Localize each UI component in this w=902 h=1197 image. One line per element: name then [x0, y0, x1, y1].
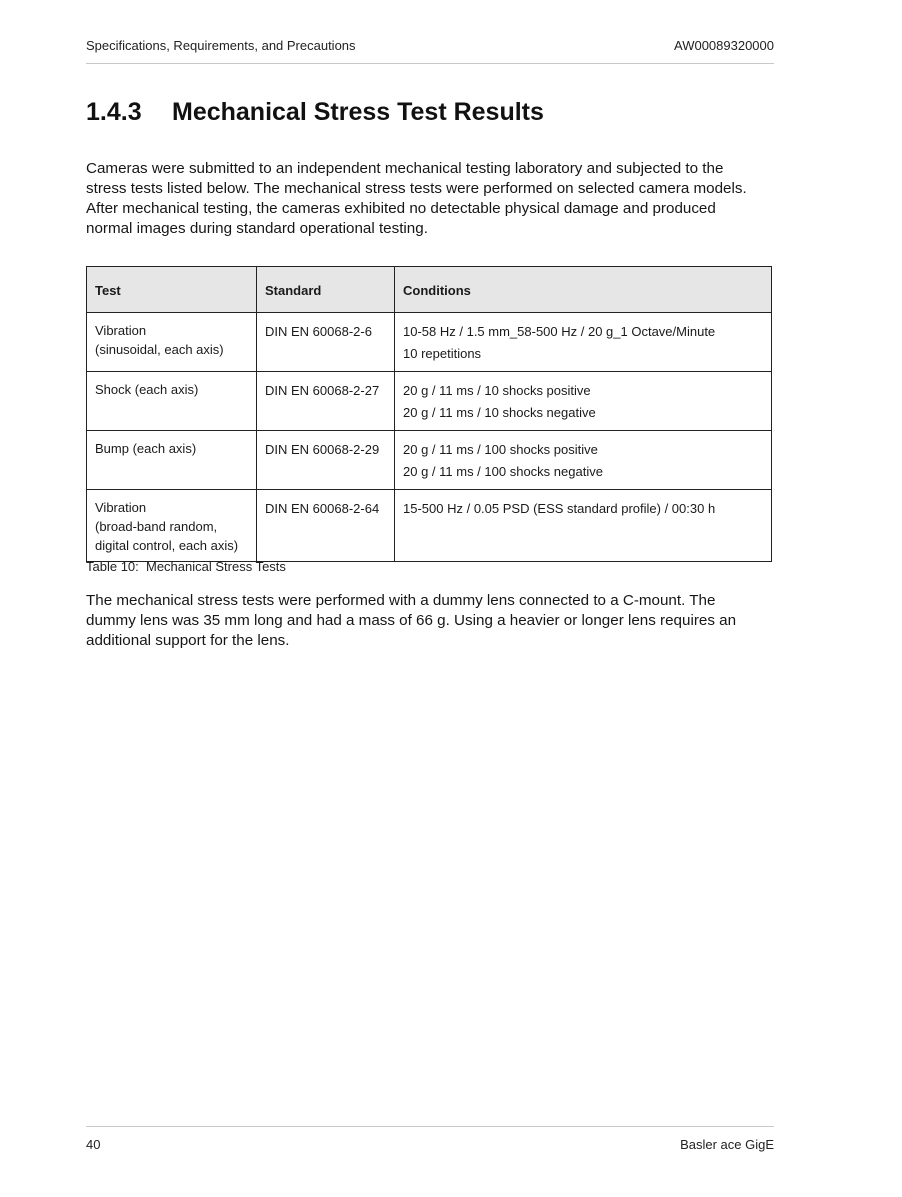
- header-divider: [86, 63, 774, 64]
- note-line: dummy lens was 35 mm long and had a mass of 66 g. Using a heavier or longer lens requires an: [86, 612, 737, 629]
- cell-conditions: [395, 313, 772, 372]
- intro-line: Cameras were submitted to an independent mechanical testing laboratory and subjected to the: [86, 160, 724, 177]
- cell-standard: DIN EN 60068-2-64: [257, 490, 395, 562]
- table-row: [87, 490, 772, 562]
- mechanical-stress-table: [86, 266, 772, 562]
- cell-standard: DIN EN 60068-2-29: [257, 431, 395, 490]
- page-header: [86, 38, 774, 58]
- table-caption: Table 10: Mechanical Stress Tests: [86, 559, 286, 574]
- cell-text: 20 g / 11 ms / 100 shocks negative: [403, 464, 603, 479]
- column-header-standard: Standard: [257, 267, 395, 313]
- cell-test: [87, 431, 257, 490]
- cell-test: [87, 313, 257, 372]
- page-number: 40: [86, 1137, 101, 1152]
- cell-test: [87, 372, 257, 431]
- table-row: [87, 431, 772, 490]
- note-line: additional support for the lens.: [86, 632, 290, 649]
- table-header-row: [87, 267, 772, 313]
- cell-text: Vibration: [95, 500, 147, 515]
- footer-divider: [86, 1126, 774, 1127]
- cell-conditions: [395, 490, 772, 562]
- intro-line: After mechanical testing, the cameras exhibited no detectable physical damage and produced: [86, 200, 716, 217]
- intro-line: stress tests listed below. The mechanical stress tests were performed on selected camera models.: [86, 180, 747, 197]
- section-title: Mechanical Stress Test Results: [172, 98, 544, 126]
- cell-text: 20 g / 11 ms / 100 shocks positive: [403, 442, 598, 457]
- cell-standard: DIN EN 60068-2-27: [257, 372, 395, 431]
- cell-text: 15-500 Hz / 0.05 PSD (ESS standard profile) / 00:30 h: [403, 501, 716, 516]
- intro-line: normal images during standard operational testing.: [86, 220, 428, 237]
- section-heading: [86, 98, 544, 127]
- page-footer: [86, 1137, 774, 1157]
- cell-text: 20 g / 11 ms / 10 shocks positive: [403, 383, 591, 398]
- column-header-conditions: Conditions: [395, 267, 772, 313]
- cell-test: [87, 490, 257, 562]
- cell-text: Bump (each axis): [95, 441, 197, 456]
- cell-text: digital control, each axis): [95, 538, 239, 553]
- cell-text: 10-58 Hz / 1.5 mm_58-500 Hz / 20 g_1 Octave/Minute: [403, 324, 716, 339]
- note-line: The mechanical stress tests were performed with a dummy lens connected to a C-mount. The: [86, 592, 716, 609]
- intro-paragraph: [86, 159, 776, 239]
- cell-standard: DIN EN 60068-2-6: [257, 313, 395, 372]
- cell-conditions: [395, 431, 772, 490]
- cell-text: (sinusoidal, each axis): [95, 342, 224, 357]
- table-row: [87, 372, 772, 431]
- header-section-title: Specifications, Requirements, and Precautions: [86, 38, 356, 53]
- section-number: 1.4.3: [86, 98, 142, 126]
- cell-text: 10 repetitions: [403, 346, 482, 361]
- footer-product-name: Basler ace GigE: [680, 1137, 774, 1152]
- cell-text: Vibration: [95, 323, 147, 338]
- cell-text: (broad-band random,: [95, 519, 218, 534]
- cell-conditions: [395, 372, 772, 431]
- column-header-test: Test: [87, 267, 257, 313]
- header-document-number: AW00089320000: [674, 38, 774, 53]
- cell-text: 20 g / 11 ms / 10 shocks negative: [403, 405, 596, 420]
- table-row: [87, 313, 772, 372]
- lens-note-paragraph: [86, 591, 776, 651]
- cell-text: Shock (each axis): [95, 382, 199, 397]
